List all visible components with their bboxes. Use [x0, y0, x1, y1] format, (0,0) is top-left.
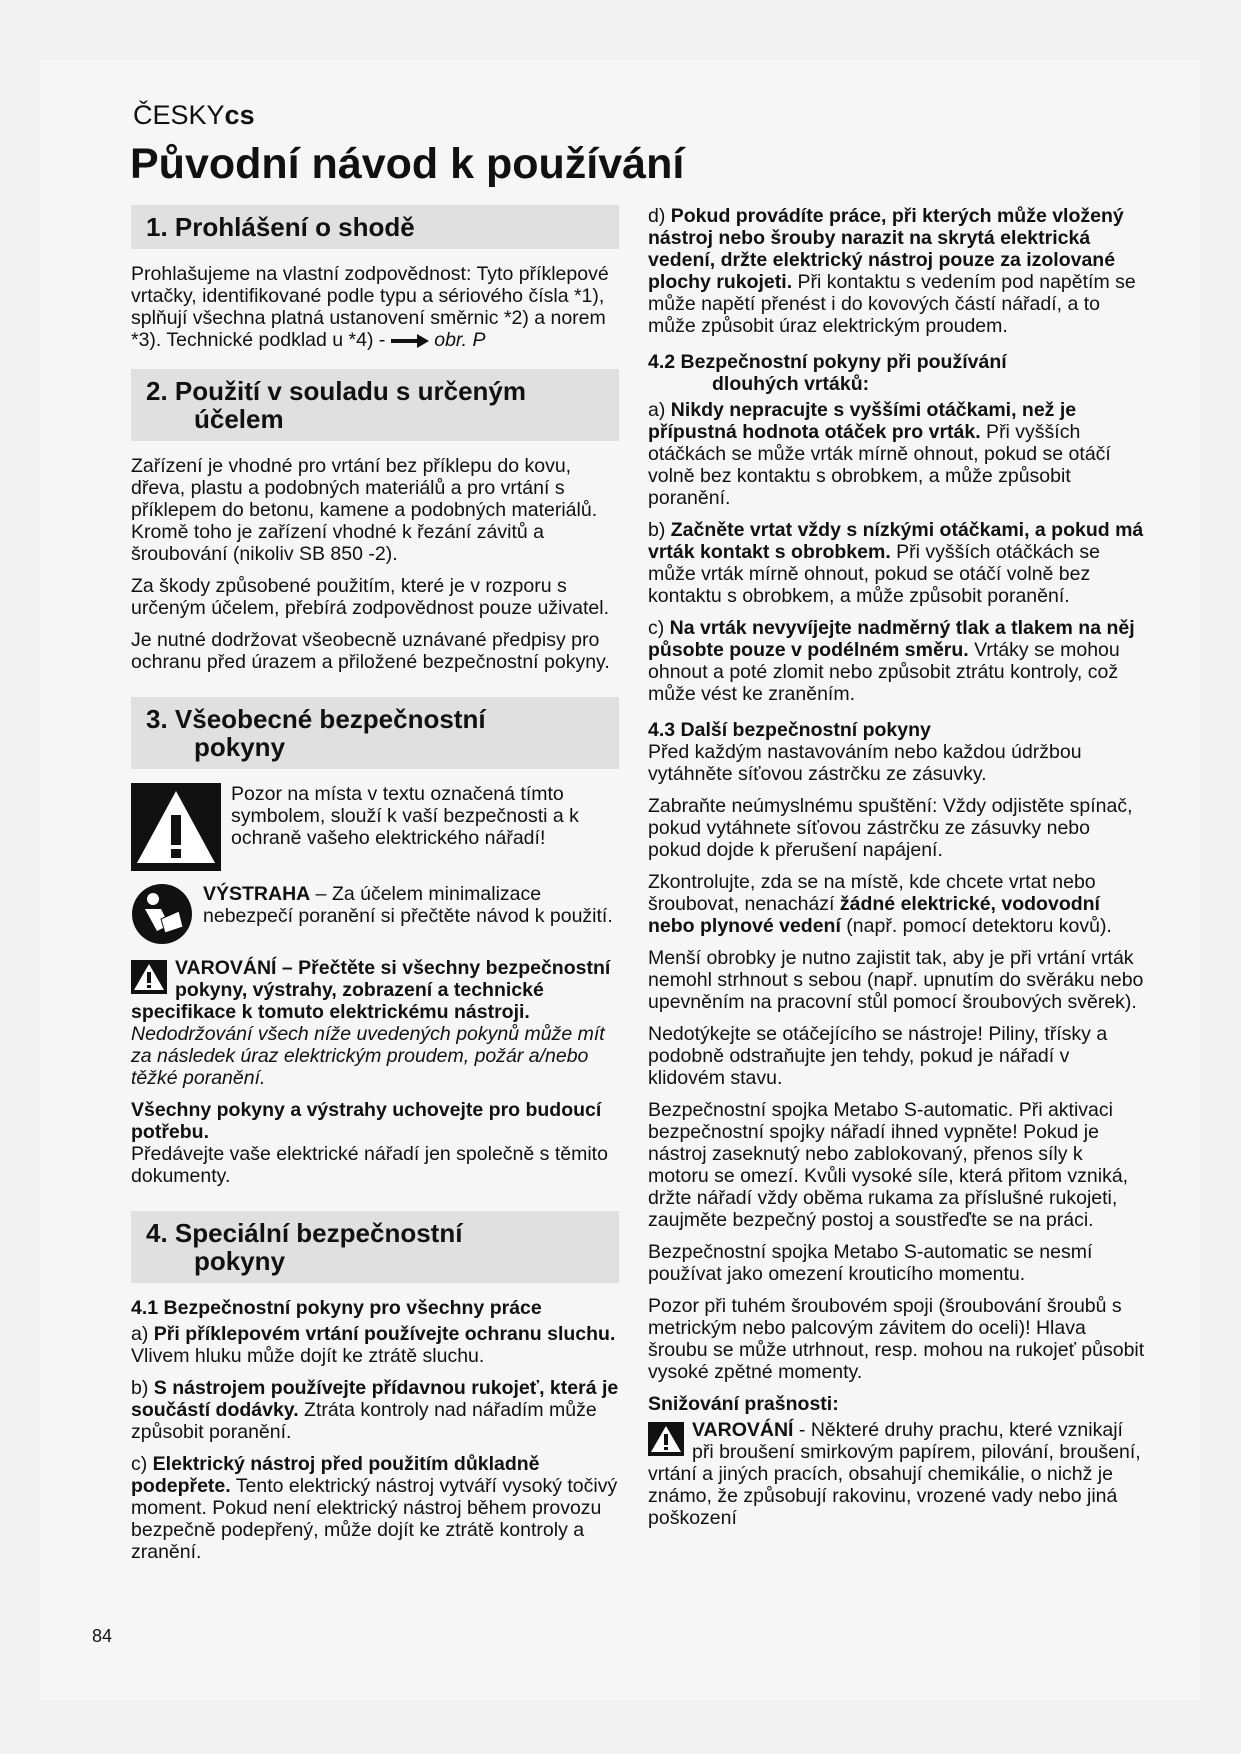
- regulations-text: Je nutné dodržovat všeobecně uznávané předpisy pro ochranu před úrazem a přiložené bezpečnostní pokyny.: [131, 629, 610, 673]
- liability-text: Za škody způsobené použitím, které je v rozporu s určeným účelem, přebírá zodpovědnost pouze uživatel.: [131, 575, 610, 619]
- warning-paragraph: VAROVÁNÍ – Přečtěte si všechny bezpečnostní pokyny, výstrahy, zobrazení a technické specifikace k tomuto elektrickému nástroji. Nedodržování všech níže uvedených pokynů může mít za následek úraz elektrickým proudem, požár a/nebo těžké poranění.: [131, 957, 611, 1089]
- other-rule-5: Nedotýkejte se otáčejícího se nástroje! Piliny, třísky a podobně odstraňujte jen tehdy, pokud je nářadí v klidovém stavu.: [648, 1023, 1108, 1089]
- attention-text: Pozor na místa v textu označená tímto symbolem, slouží k vaší bezpečnosti a k ochraně vašeho elektrického nářadí!: [231, 783, 579, 849]
- warning-triangle-icon: [131, 783, 221, 871]
- read-manual-icon: [131, 883, 193, 945]
- other-rule-6: Bezpečnostní spojka Metabo S-automatic. Při aktivaci bezpečnostní spojky nářadí ihned vypněte! Pokud je nástroj zaseknutý nebo zablokovaný, přenos síly k motoru se omezí. Kvůli vysoké síle, která přitom vzniká, držte nářadí vždy oběma rukama za příslušné rukojeti, zaujměte bezpečný postoj a soustřeďte se na práci.: [648, 1099, 1129, 1231]
- warning-small-icon: [131, 960, 167, 994]
- page-title: Původní návod k používání: [130, 140, 685, 188]
- right-column: [648, 205, 1148, 1539]
- subsection-4-3-heading: 4.3 Další bezpečnostní pokyny: [648, 719, 931, 741]
- rule-b: b) S nástrojem používejte přídavnou rukojeť, která je součástí dodávky. Ztráta kontroly nad nářadím může způsobit poranění.: [131, 1377, 619, 1443]
- arrow-right-icon: [391, 334, 429, 348]
- intended-use-text: Zařízení je vhodné pro vrtání bez příklepu do kovu, dřeva, plastu a podobných materiálů a pro vrtání s příklepem do betonu, kamene a podobných materiálů. Kromě toho je zařízení vhodné k řezání závitů a šroubování (nikoliv SB 850 -2).: [131, 455, 598, 565]
- section-4-heading: 4. Speciální bezpečnostní pokyny: [131, 1211, 619, 1283]
- section-2-heading: 2. Použití v souladu s určeným účelem: [131, 369, 619, 441]
- attention-block: [131, 783, 619, 871]
- section-3-heading: 3. Všeobecné bezpečnostní pokyny: [131, 697, 619, 769]
- rule-a: a) Při příklepovém vrtání používejte ochranu sluchu. Vlivem hluku může dojít ke ztrátě sluchu.: [131, 1323, 616, 1367]
- other-rule-4: Menší obrobky je nutno zajistit tak, aby je při vrtání vrták nemohl strhnout s sebou (např. upnutím do svěráku nebo upevněním na pracovní stůl pomocí šroubových svěrek).: [648, 947, 1144, 1013]
- drill-rule-a: a) Nikdy nepracujte s vyššími otáčkami, než je přípustná hodnota otáček pro vrták. Při vyšších otáčkách se může vrták mírně ohnout, pokud se otáčí volně bez kontaktu s obrobkem, a může způsobit poranění.: [648, 399, 1111, 509]
- dust-heading: Snižování prašnosti:: [648, 1393, 839, 1415]
- read-manual-block: VÝSTRAHA – Za účelem minimalizace nebezpečí poranění si přečtěte návod k použití.: [131, 883, 619, 945]
- other-rule-1: Před každým nastavováním nebo každou údržbou vytáhněte síťovou zástrčku ze zásuvky.: [648, 741, 1082, 785]
- rule-d: d) Pokud provádíte práce, při kterých může vložený nástroj nebo šrouby narazit na skrytá elektrická vedení, držte elektrický nástroj pouze za izolované plochy rukojeti. Při kontaktu s vedením pod napětím se může napětí přenést i do kovových částí nářadí, a to může způsobit úraz elektrickým proudem.: [648, 205, 1136, 337]
- other-rule-8: Pozor při tuhém šroubovém spoji (šroubování šroubů s metrickým nebo palcovým závitem do oceli)! Hlava šroubu se může utrhnout, resp. mohou na rukojeť působit vysoké zpětné momenty.: [648, 1295, 1145, 1383]
- dust-warning: VAROVÁNÍ - Některé druhy prachu, které vznikají při broušení smirkovým papírem, pilování, broušení, vrtání a jiných pracích, obsahují chemikálie, o nichž je známo, že způsobují rakovinu, vrozené vady nebo jiná poškození: [648, 1419, 1141, 1529]
- subsection-4-1-heading: 4.1 Bezpečnostní pokyny pro všechny práce: [131, 1297, 542, 1319]
- drill-rule-b: b) Začněte vrtat vždy s nízkými otáčkami, a pokud má vrták kontakt s obrobkem. Při vyšších otáčkách se může vrták mírně ohnout, pokud se otáčí volně bez kontaktu s obrobkem, a může způsobit poranění.: [648, 519, 1144, 607]
- other-rule-7: Bezpečnostní spojka Metabo S-automatic se nesmí používat jako omezení krouticího momentu.: [648, 1241, 1093, 1285]
- warning-small-icon: [648, 1422, 684, 1456]
- left-column: [131, 205, 619, 1573]
- subsection-4-2-heading: 4.2 Bezpečnostní pokyny při používání dlouhých vrtáků:: [648, 351, 1007, 395]
- language-label: ČESKYcs: [133, 100, 255, 130]
- page-number: 84: [92, 1626, 113, 1646]
- keep-instructions: Všechny pokyny a výstrahy uchovejte pro budoucí potřebu. Předávejte vaše elektrické nářadí jen společně s těmito dokumenty.: [131, 1099, 608, 1187]
- other-rule-2: Zabraňte neúmyslnému spuštění: Vždy odjistěte spínač, pokud vytáhnete síťovou zástrčku ze zásuvky nebo pokud dojde k přerušení napájení.: [648, 795, 1133, 861]
- section-1-heading: 1. Prohlášení o shodě: [131, 205, 619, 249]
- drill-rule-c: c) Na vrták nevyvíjejte nadměrný tlak a tlakem na něj působte pouze v podélném směru. Vrtáky se mohou ohnout a poté zlomit nebo způsobit ztrátu kontroly, což může vést ke zraněním.: [648, 617, 1135, 705]
- declaration-text: Prohlašujeme na vlastní zodpovědnost: Tyto příklepové vrtačky, identifikované podle typu a sériového čísla *1), splňují všechna platná ustanovení směrnic *2) a norem *3). Technické podklad u *4) - obr. P: [131, 263, 609, 351]
- other-rule-3: Zkontrolujte, zda se na místě, kde chcete vrtat nebo šroubovat, nenachází žádné elektrické, vodovodní nebo plynové vedení (např. pomocí detektoru kovů).: [648, 871, 1112, 937]
- rule-c: c) Elektrický nástroj před použitím důkladně podepřete. Tento elektrický nástroj vytváří vysoký točivý moment. Pokud není elektrický nástroj během provozu bezpečně podepřený, může dojít ke ztrátě kontroly a zranění.: [131, 1453, 618, 1563]
